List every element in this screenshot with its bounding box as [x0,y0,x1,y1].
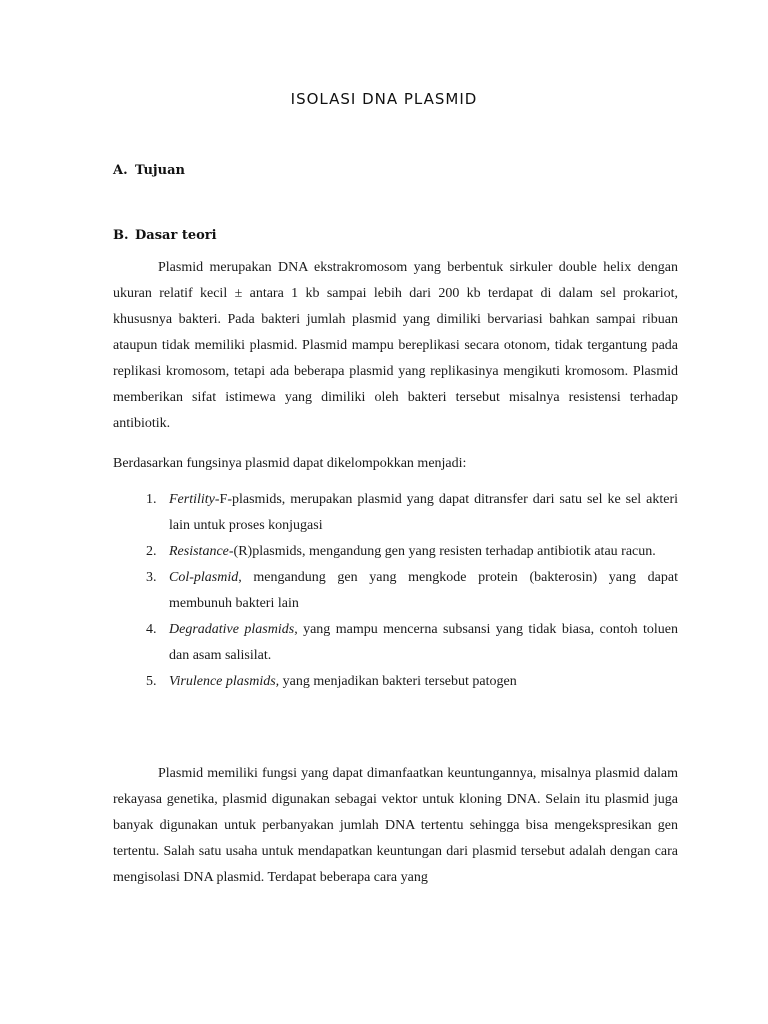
section-heading-dasar-teori [113,228,217,243]
section-heading-tujuan [113,163,185,178]
list-number: 2. [146,544,157,559]
list-term: Resistance- [169,544,234,559]
list-item [113,487,678,539]
list-item [113,669,678,695]
list-description: yang menjadikan bakteri tersebut patogen [279,674,517,689]
list-item [113,565,678,617]
list-number: 1. [146,492,157,507]
list-item [113,539,678,565]
paragraph-plasmid-function: Plasmid memiliki fungsi yang dapat dimanfaatkan keuntungannya, misalnya plasmid dalam rekayasa genetika, plasmid digunakan sebagai vektor untuk kloning DNA. Selain itu plasmid juga banyak digunakan untuk perbanyakan jumlah DNA tertentu sehingga bisa mengekspresikan gen tertentu. Salah satu usaha untuk mendapatkan keuntungan dari plasmid tersebut adalah dengan cara mengisolasi DNA plasmid. Terdapat beberapa cara yang [113,766,678,885]
list-item [113,617,678,669]
list-description: (R)plasmids, mengandung gen yang resisten terhadap antibiotik atau racun. [233,544,656,559]
list-term: Degradative plasmids [169,622,295,637]
list-number: 3. [146,570,157,585]
list-description: , yang mampu mencerna subsansi yang tidak biasa, contoh toluen dan asam salisilat. [169,622,679,663]
list-term: Virulence plasmids, [169,674,280,689]
plasmid-types-list [113,487,678,695]
section-letter: B. [113,228,129,243]
document-title: ISOLASI DNA PLASMID [290,90,478,108]
list-intro: Berdasarkan fungsinya plasmid dapat dikelompokkan menjadi: [113,456,467,471]
list-description: , mengandung gen yang mengkode protein (bakterosin) yang dapat membunuh bakteri lain [169,570,678,611]
section-label: Tujuan [135,163,185,178]
section-label: Dasar teori [135,228,217,243]
section-letter: A. [113,163,128,178]
list-number: 4. [146,622,157,637]
list-term: Fertility [169,492,215,507]
list-number: 5. [146,674,157,689]
list-term: Col-plasmid [169,570,239,585]
list-description: -F-plasmids, merupakan plasmid yang dapat ditransfer dari satu sel ke sel akteri lain untuk proses konjugasi [169,492,678,533]
paragraph-plasmid-definition: Plasmid merupakan DNA ekstrakromosom yang berbentuk sirkuler double helix dengan ukuran relatif kecil ± antara 1 kb sampai lebih dari 200 kb terdapat di dalam sel prokariot, khususnya bakteri. Pada bakteri jumlah plasmid yang dimiliki bervariasi bahkan sampai ribuan ataupun tidak memiliki plasmid. Plasmid mampu bereplikasi secara otonom, tidak tergantung pada replikasi kromosom, tetapi ada beberapa plasmid yang replikasinya mengikuti kromosom. Plasmid memberikan sifat istimewa yang dimiliki oleh bakteri tersebut misalnya resistensi terhadap antibiotik. [113,260,678,431]
